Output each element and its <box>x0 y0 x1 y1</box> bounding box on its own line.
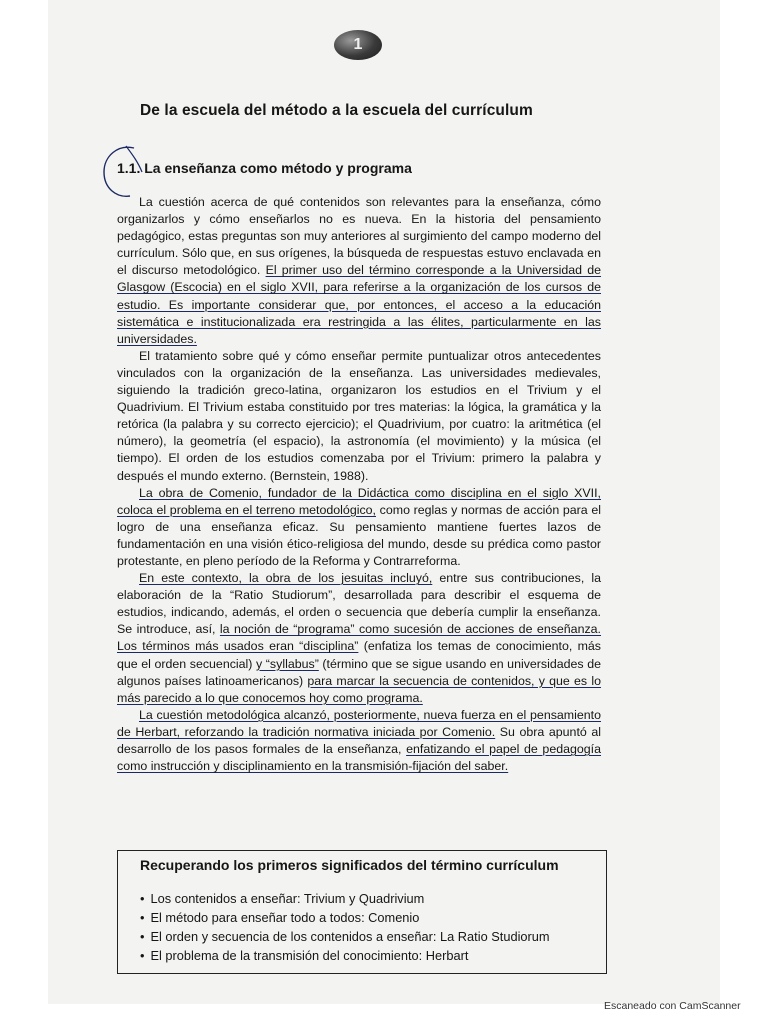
body-text <box>117 194 601 775</box>
paragraph-4-underlined-1: En este contexto, la obra de los jesuitas incluyó, <box>139 571 433 586</box>
paragraph-1-underlined: El primer uso del término corresponde a la Universidad de Glasgow (Escocia) en el siglo XVII, para referirse a la organización de los cursos de estudio. Es importante considerar que, por entonces, el acceso a la educación sistemática e institucionalizada era restringida a las élites, particularmente en las universidades. <box>117 263 602 346</box>
paragraph-4-text-1: entre sus contribuciones, la elaboración de la “Ratio Studiorum”, desarrollada para describir el esquema de estudios, indicando, además, el orden o secuencia que debería cumplir la enseñanza. Se introduce, así, <box>117 571 601 637</box>
scanner-watermark: Escaneado con CamScanner <box>604 1000 741 1012</box>
recap-item: • El problema de la transmisión del conocimiento: Herbart <box>140 946 606 965</box>
chapter-number: 1 <box>353 36 363 53</box>
paragraph-4-text-2: (enfatiza los temas de conocimiento, más que el orden secuencial) <box>117 639 601 671</box>
paragraph-3-text: como reglas y normas de acción para el logro de una enseñanza eficaz. Su pensamiento mantiene fuertes lazos de fundamentación en una visión ético-religiosa del mundo, desde su prédica como pastor protestante, en pleno período de la Reforma y Contrarreforma. <box>117 502 601 568</box>
section-number: 1.1. <box>117 160 141 176</box>
paragraph-4-underlined-2: la noción de “programa” como sucesión de acciones de enseñanza. Los términos más usados eran “disciplina” <box>117 622 601 654</box>
paragraph-1-text: La cuestión acerca de qué contenidos son relevantes para la enseñanza, cómo organizarlos y cómo enseñarlos no es nueva. En la historia del pensamiento pedagógico, estas preguntas son muy anteriores al surgimiento del campo moderno del currículum. Sólo que, en sus orígenes, la búsqueda de respuestas estuvo enclavada en el discurso metodológico. <box>117 195 601 278</box>
paragraph-5-underlined-1: La cuestión metodológica alcanzó, posteriormente, nueva fuerza en el pensamiento de Herbart, reforzando la tradición normativa iniciada por Comenio. <box>117 707 601 739</box>
paragraph-3 <box>117 485 601 570</box>
recap-item: • Los contenidos a enseñar: Trivium y Quadrivium <box>140 889 606 908</box>
recap-box <box>117 850 607 974</box>
recap-item: • El orden y secuencia de los contenidos a enseñar: La Ratio Studiorum <box>140 927 606 946</box>
section-heading <box>117 160 412 176</box>
section-title: La enseñanza como método y programa <box>144 160 412 176</box>
paragraph-1 <box>117 194 601 348</box>
paragraph-4-text-3: (término que se sigue usando en universidades de algunos países latinoamericanos) <box>117 656 601 688</box>
chapter-title: De la escuela del método a la escuela del currículum <box>140 102 533 119</box>
paragraph-3-underlined: La obra de Comenio, fundador de la Didáctica como disciplina en el siglo XVII, coloca el problema en el terreno metodológico, <box>117 485 601 517</box>
chapter-number-badge <box>334 30 382 60</box>
paragraph-4-underlined-3: y “syllabus” <box>256 656 319 671</box>
recap-list <box>140 889 606 965</box>
recap-title: Recuperando los primeros significados del término currículum <box>140 857 559 873</box>
paragraph-4 <box>117 570 601 707</box>
recap-item: • El método para enseñar todo a todos: Comenio <box>140 908 606 927</box>
paragraph-2: El tratamiento sobre qué y cómo enseñar permite puntualizar otros antecedentes vinculados con la organización de la enseñanza. Las universidades medievales, siguiendo la tradición greco-latina, organizaron los estudios en el Trivium y el Quadrivium. El Trivium estaba constituido por tres materias: la lógica, la gramática y la retórica (la palabra y su correcto ejercicio); el Quadrivium, por cuatro: la aritmética (el número), la geometría (el espacio), la astronomía (el movimiento) y la música (el tiempo). El orden de los estudios comenzaba por el Trivium: primero la palabra y después el mundo externo. (Bernstein, 1988). <box>117 348 601 483</box>
paragraph-5-underlined-2: enfatizando el papel de pedagogía como instrucción y disciplinamiento en la transmisión-fijación del saber. <box>117 742 601 774</box>
paragraph-5 <box>117 707 601 775</box>
paragraph-5-text-1: Su obra apuntó al desarrollo de los pasos formales de la enseñanza, <box>117 724 601 756</box>
paragraph-4-underlined-4: para marcar la secuencia de contenidos, y que es lo más parecido a lo que conocemos hoy como programa. <box>117 673 601 705</box>
